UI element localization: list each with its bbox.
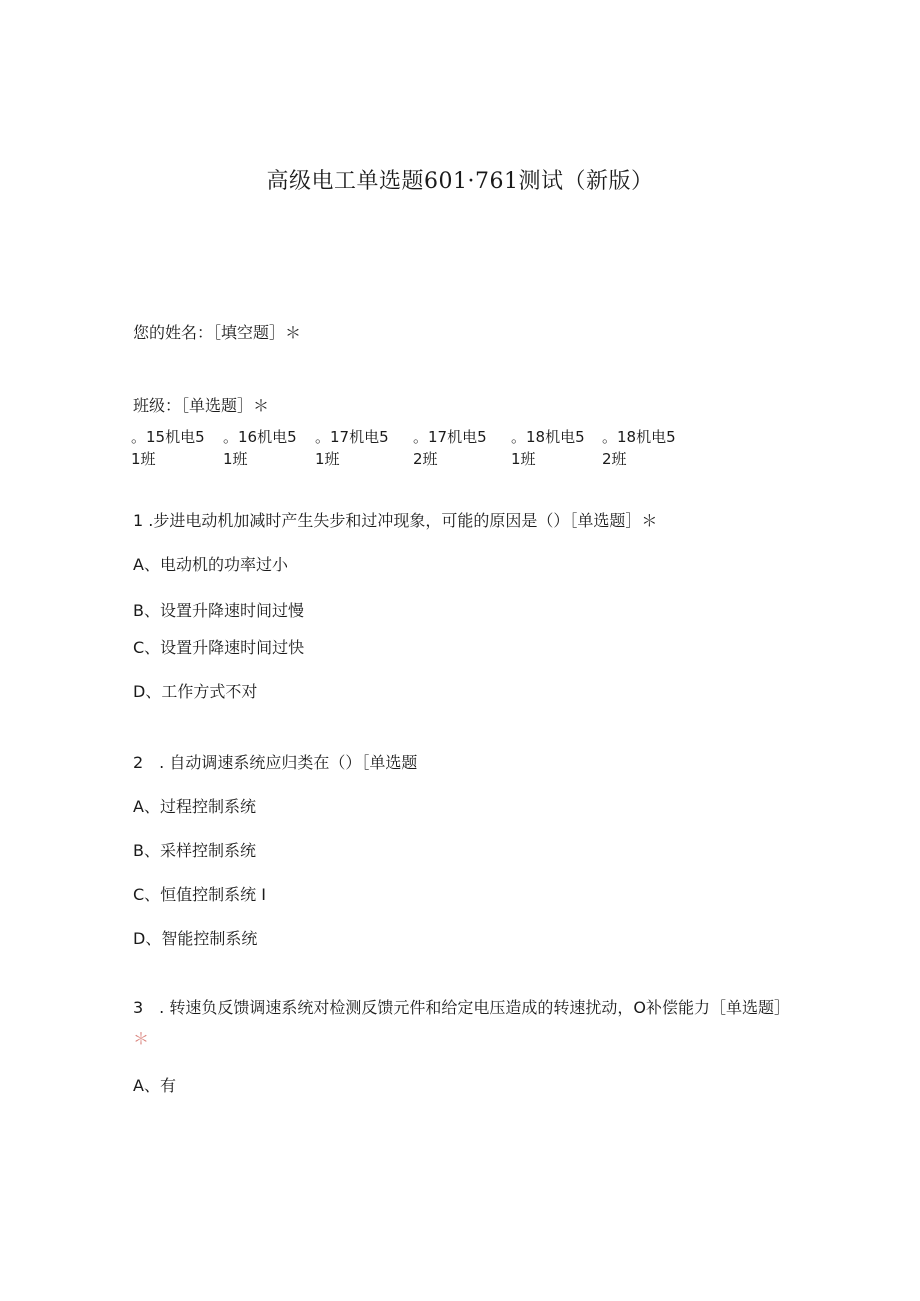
- class-option-line1: 。18机电5: [602, 428, 676, 446]
- class-option-line2: 1班: [315, 450, 340, 468]
- page-title: 高级电工单选题601·761测试（新版）: [266, 169, 654, 194]
- question-1-option-d[interactable]: D、工作方式不对: [133, 682, 258, 701]
- question-2-text: 2 . 自动调速系统应归类在（）［单选题: [133, 753, 418, 772]
- question-1-option-a[interactable]: A、电动机的功率过小: [133, 555, 288, 574]
- question-2-option-b[interactable]: B、采样控制系统: [133, 841, 256, 860]
- question-1-option-c[interactable]: C、设置升降速时间过快: [133, 638, 305, 657]
- class-option[interactable]: [511, 426, 585, 470]
- question-3-text: [133, 992, 790, 1054]
- question-3-option-a[interactable]: A、有: [133, 1076, 176, 1095]
- name-field-label: 您的姓名：［填空题］＊: [133, 323, 302, 342]
- class-option[interactable]: [223, 426, 297, 470]
- class-option-line2: 1班: [131, 450, 156, 468]
- class-option[interactable]: [602, 426, 676, 470]
- class-option-line1: 。15机电5: [131, 428, 205, 446]
- class-option-line2: 1班: [223, 450, 248, 468]
- class-option-line2: 1班: [511, 450, 536, 468]
- class-option[interactable]: [131, 426, 205, 470]
- class-option[interactable]: [413, 426, 487, 470]
- class-field-label: 班级：［单选题］＊: [133, 396, 270, 415]
- question-1-option-b[interactable]: B、设置升降速时间过慢: [133, 601, 304, 620]
- class-option[interactable]: [315, 426, 389, 470]
- class-option-line1: 。18机电5: [511, 428, 585, 446]
- question-2-option-c[interactable]: C、恒值控制系统 I: [133, 885, 266, 904]
- question-3-text-body: 3 . 转速负反馈调速系统对检测反馈元件和给定电压造成的转速扰动，O补偿能力［单选题］: [133, 998, 790, 1017]
- class-option-line2: 2班: [602, 450, 627, 468]
- class-option-line1: 。17机电5: [315, 428, 389, 446]
- question-2-option-d[interactable]: D、智能控制系统: [133, 929, 258, 948]
- question-1-text: 1 .步进电动机加减时产生失步和过冲现象，可能的原因是（）［单选题］＊: [133, 511, 658, 530]
- required-mark: ＊: [133, 1029, 150, 1048]
- class-option-line1: 。16机电5: [223, 428, 297, 446]
- question-2-option-a[interactable]: A、过程控制系统: [133, 797, 256, 816]
- class-option-line2: 2班: [413, 450, 438, 468]
- class-option-line1: 。17机电5: [413, 428, 487, 446]
